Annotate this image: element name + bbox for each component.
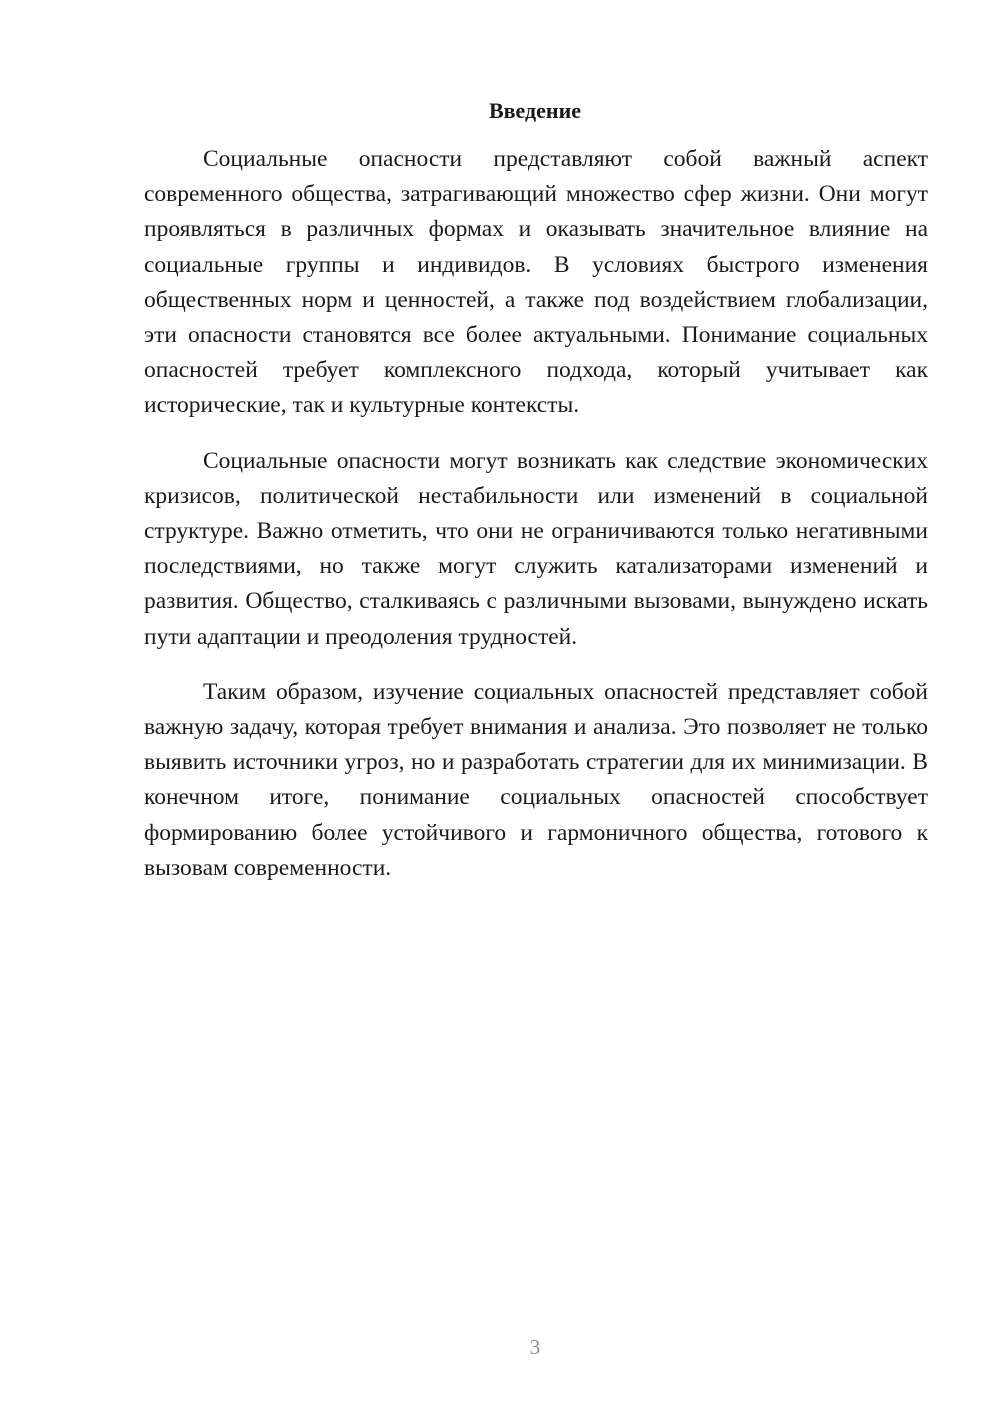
document-body <box>144 142 928 906</box>
paragraph-1: Социальные опасности представляют собой важный аспект современного общества, затрагивающий множество сфер жизни. Они могут проявляться в различных формах и оказывать значительное влияние на социальные группы и индивидов. В условиях быстрого изменения общественных норм и ценностей, а также под воздействием глобализации, эти опасности становятся все более актуальными. Понимание социальных опасностей требует комплексного подхода, который учитывает как исторические, так и культурные контексты. <box>144 146 928 419</box>
paragraph-3: Таким образом, изучение социальных опасностей представляет собой важную задачу, которая требует внимания и анализа. Это позволяет не только выявить источники угроз, но и разработать стратегии для их минимизации. В конечном итоге, понимание социальных опасностей способствует формированию более устойчивого и гармоничного общества, готового к вызовам современности. <box>144 678 928 881</box>
page-number: 3 <box>529 1335 541 1359</box>
page-title: Введение <box>488 98 582 123</box>
paragraph-2: Социальные опасности могут возникать как следствие экономических кризисов, политической нестабильности или изменений в социальной структуре. Важно отметить, что они не ограничиваются только негативными последствиями, но также могут служить катализаторами изменений и развития. Общество, сталкиваясь с различными вызовами, вынуждено искать пути адаптации и преодоления трудностей. <box>144 447 928 650</box>
